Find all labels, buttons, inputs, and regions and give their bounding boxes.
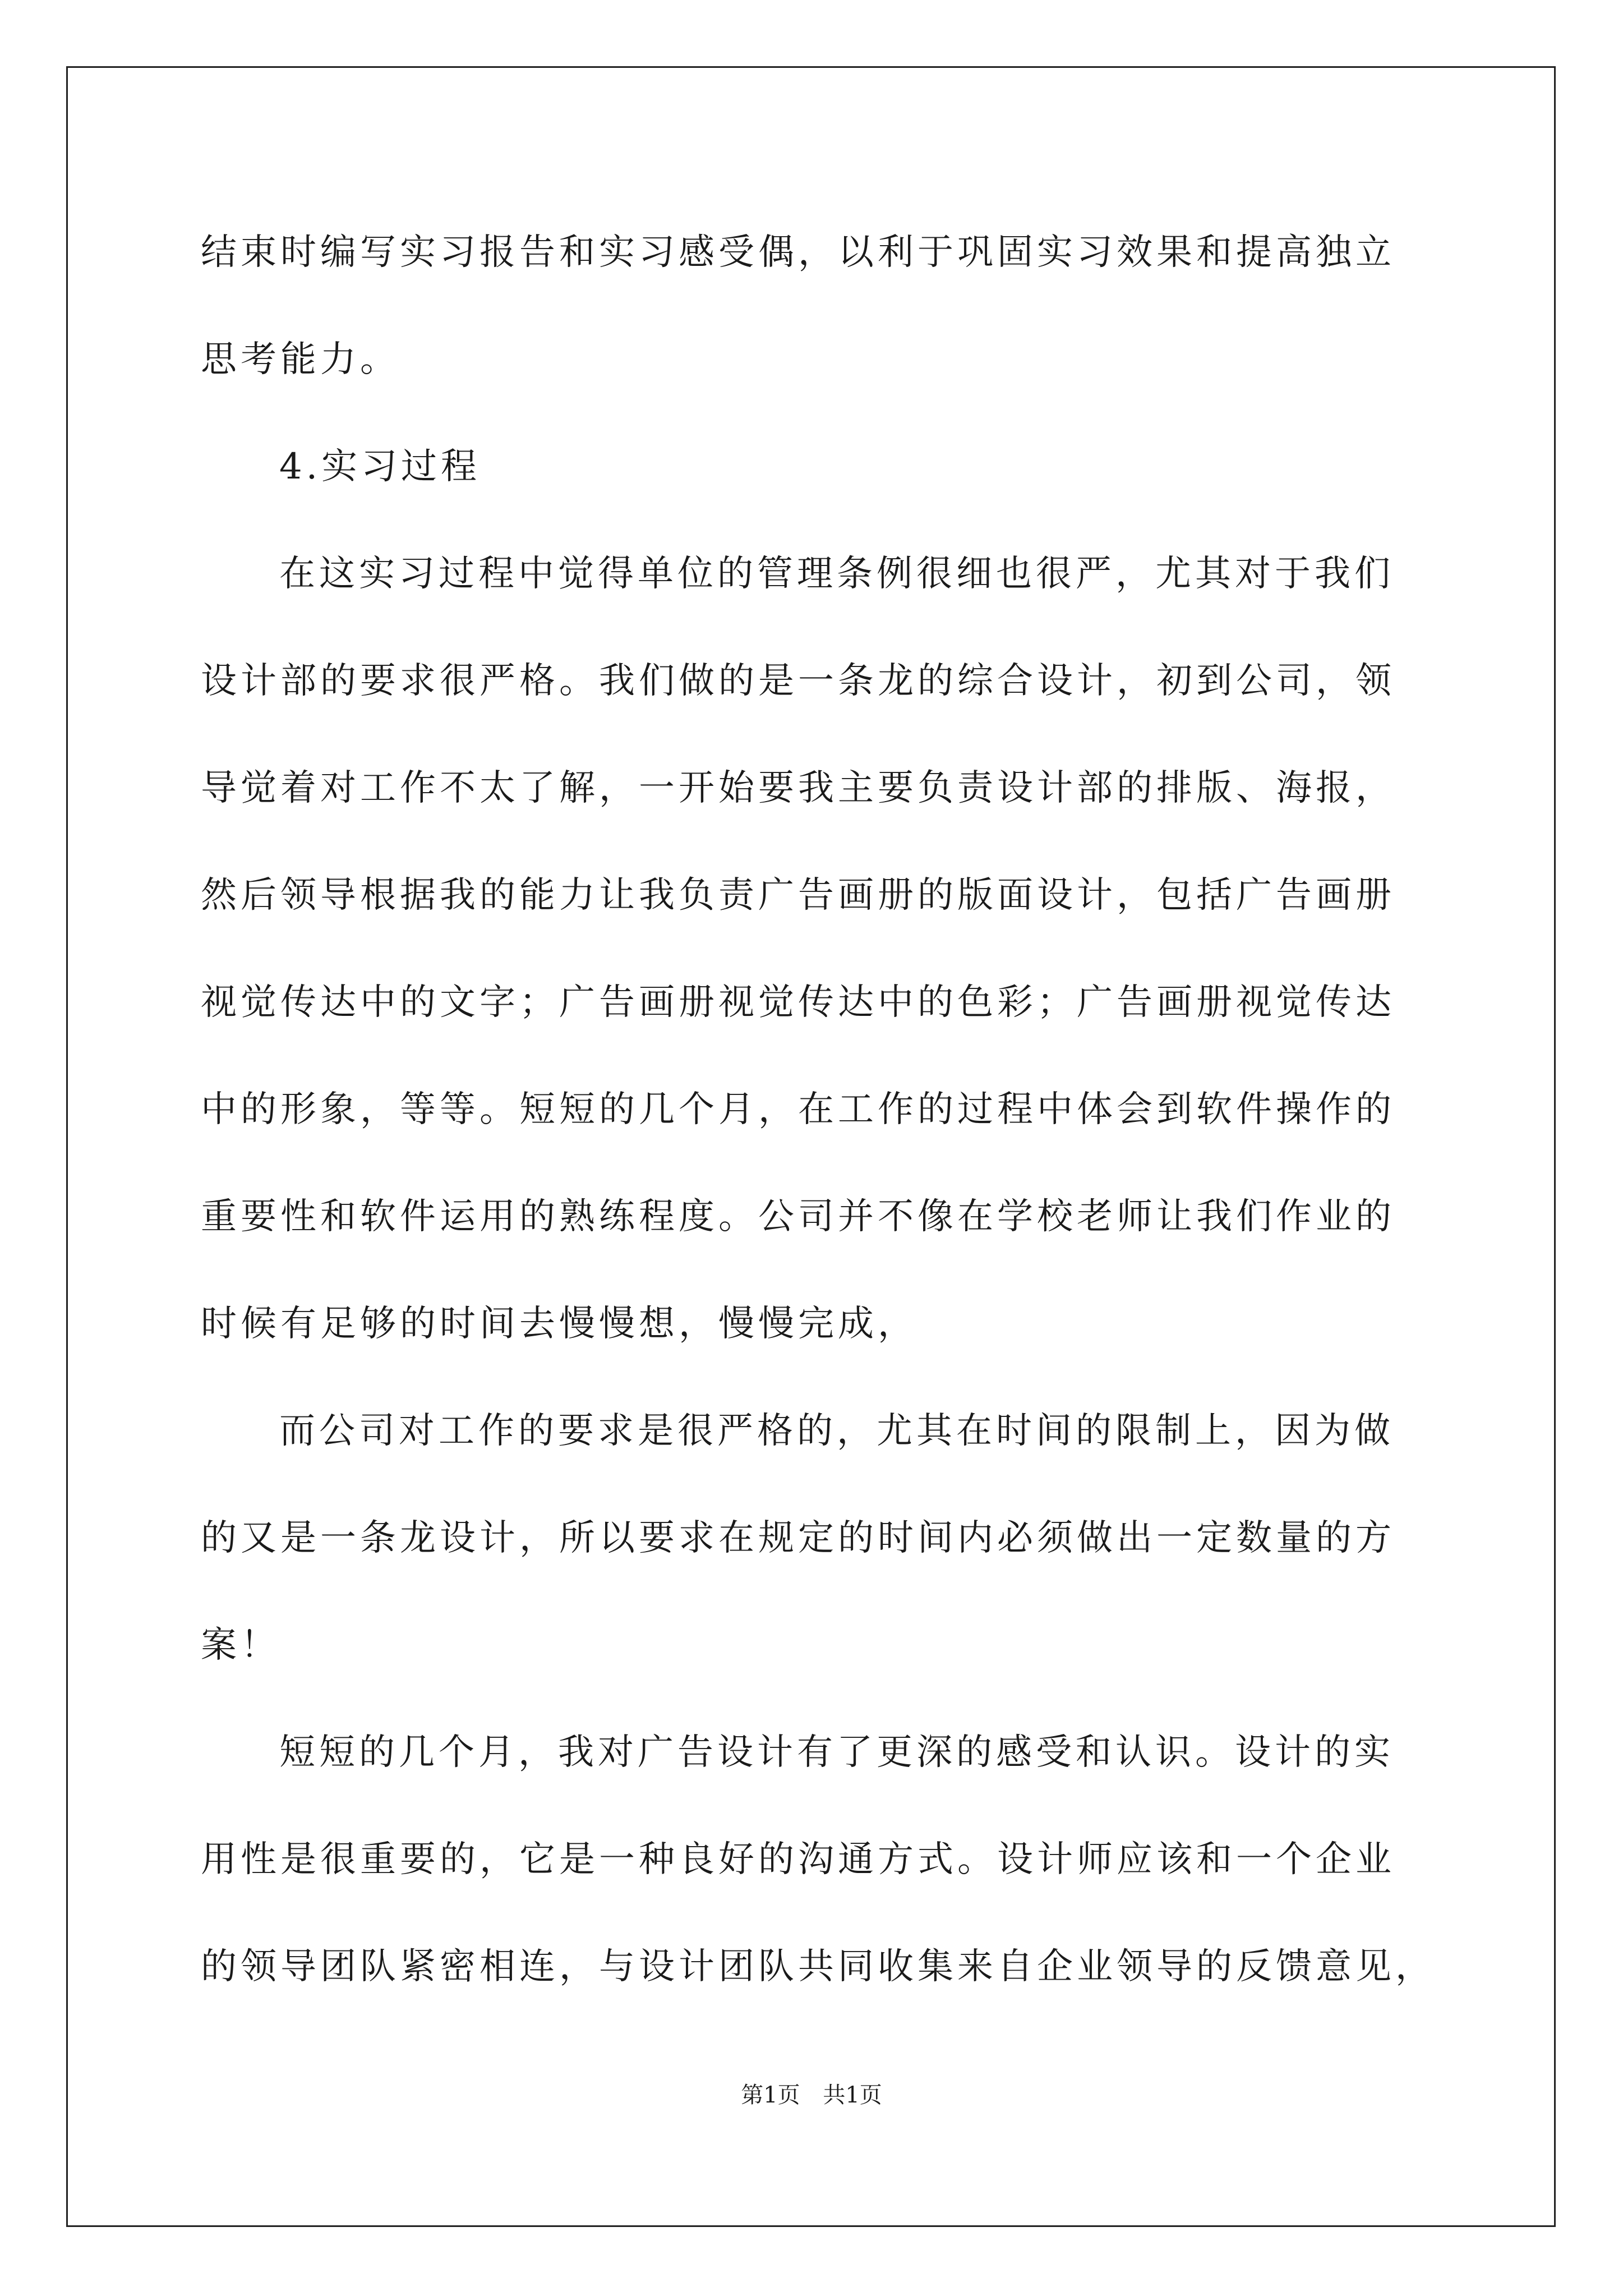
text-line-11: 时候有足够的时间去慢慢想，慢慢完成， [201, 1303, 917, 1345]
text-line-15: 短短的几个月，我对广告设计有了更深的感受和认识。设计的实 [279, 1732, 1394, 1773]
text-line-9: 中的形象，等等。短短的几个月，在工作的过程中体会到软件操作的 [201, 1089, 1395, 1130]
text-line-4: 在这实习过程中觉得单位的管理条例很细也很严，尤其对于我们 [279, 553, 1394, 595]
page-footer [0, 2078, 1623, 2112]
page-number-current: 第1页 [741, 2082, 800, 2108]
text-line-2: 思考能力。 [201, 339, 400, 380]
text-line-8: 视觉传达中的文字；广告画册视觉传达中的色彩；广告画册视觉传达 [201, 982, 1395, 1023]
text-line-16: 用性是很重要的，它是一种良好的沟通方式。设计师应该和一个企业 [201, 1839, 1395, 1880]
text-line-7: 然后领导根据我的能力让我负责广告画册的版面设计，包括广告画册 [201, 875, 1395, 916]
text-line-13: 的又是一条龙设计，所以要求在规定的时间内必须做出一定数量的方 [201, 1517, 1395, 1559]
text-line-17: 的领导团队紧密相连，与设计团队共同收集来自企业领导的反馈意见， [201, 1946, 1435, 1987]
page-number-total: 共1页 [823, 2082, 882, 2108]
text-line-1: 结束时编写实习报告和实习感受偶，以利于巩固实习效果和提高独立 [201, 232, 1395, 273]
text-line-10: 重要性和软件运用的熟练程度。公司并不像在学校老师让我们作业的 [201, 1196, 1395, 1237]
text-line-12: 而公司对工作的要求是很严格的，尤其在时间的限制上，因为做 [279, 1410, 1394, 1452]
document-body [201, 213, 1435, 2035]
section-heading: 4.实习过程 [279, 446, 481, 487]
text-line-5: 设计部的要求很严格。我们做的是一条龙的综合设计，初到公司，领 [201, 660, 1395, 702]
text-line-6: 导觉着对工作不太了解，一开始要我主要负责设计部的排版、海报， [201, 767, 1395, 809]
text-line-14: 案！ [201, 1625, 280, 1666]
